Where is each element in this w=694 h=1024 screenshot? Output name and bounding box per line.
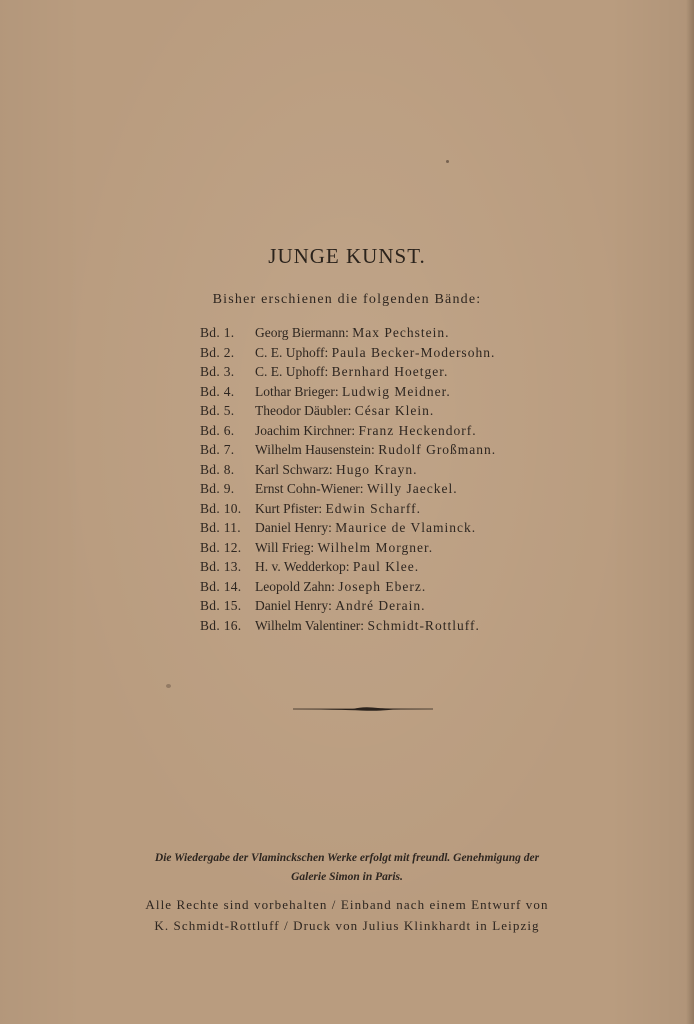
volume-number: Bd. 15. <box>200 598 242 613</box>
volume-author: Lothar Brieger: <box>255 383 339 399</box>
volume-subject: Paula Becker-Modersohn. <box>331 344 496 360</box>
volume-subject: Rudolf Großmann. <box>378 442 497 457</box>
volume-number: Bd. 13. <box>200 559 242 574</box>
volume-number: Bd. 7. <box>200 442 235 457</box>
volume-entry <box>200 479 560 499</box>
volume-number: Bd. 12. <box>200 539 242 555</box>
reproduction-notice <box>0 849 694 887</box>
volume-author: Karl Schwarz: <box>255 461 333 477</box>
volume-number: Bd. 9. <box>200 481 235 496</box>
series-subtitle: Bisher erschienen die folgenden Bände: <box>212 292 482 307</box>
volume-number: Bd. 5. <box>200 403 235 418</box>
volume-subject: Wilhelm Morgner. <box>317 539 434 555</box>
volume-subject: Ludwig Meidner. <box>341 383 451 399</box>
volume-list <box>200 323 560 635</box>
volume-entry <box>200 596 560 616</box>
volume-subject: Schmidt-Rottluff. <box>367 617 480 633</box>
volume-entry <box>200 323 560 343</box>
volume-entry <box>200 518 560 538</box>
volume-entry <box>200 557 560 577</box>
volume-entry <box>200 616 560 636</box>
volume-entry <box>200 343 560 363</box>
volume-subject: André Derain. <box>335 598 426 613</box>
volume-author: Wilhelm Valentiner: <box>255 617 365 633</box>
volume-entry <box>200 382 560 402</box>
paper-speck <box>166 684 171 688</box>
volume-number: Bd. 10. <box>200 500 242 516</box>
reproduction-notice-line: Die Wiedergabe der Vlaminckschen Werke erfolgt mit freundl. Genehmigung der <box>154 852 540 864</box>
volume-entry <box>200 499 560 519</box>
volume-number: Bd. 14. <box>200 578 242 594</box>
volume-number: Bd. 2. <box>200 344 235 360</box>
volume-number: Bd. 8. <box>200 461 235 477</box>
volume-author: Kurt Pfister: <box>255 500 323 516</box>
volume-entry <box>200 460 560 480</box>
volume-subject: Edwin Scharff. <box>325 500 421 516</box>
volume-subject: Maurice de Vlaminck. <box>335 520 477 535</box>
rights-notice-line: K. Schmidt-Rottluff / Druck von Julius Klinkhardt in Leipzig <box>154 918 540 933</box>
volume-author: Theodor Däubler: <box>255 403 352 418</box>
rights-notice <box>0 894 694 936</box>
paper-speck <box>446 160 449 163</box>
volume-number: Bd. 11. <box>200 520 241 535</box>
volume-author: C. E. Uphoff: <box>255 364 329 379</box>
volume-subject: Willy Jaeckel. <box>366 481 458 496</box>
volume-number: Bd. 3. <box>200 364 235 379</box>
volume-author: Will Frieg: <box>255 539 315 555</box>
volume-number: Bd. 6. <box>200 422 235 438</box>
volume-subject: Max Pechstein. <box>352 325 450 340</box>
volume-subject: Paul Klee. <box>352 559 420 574</box>
volume-author: Joachim Kirchner: <box>255 422 356 438</box>
volume-number: Bd. 16. <box>200 617 242 633</box>
volume-number: Bd. 1. <box>200 325 235 340</box>
volume-entry <box>200 421 560 441</box>
series-title: JUNGE KUNST. <box>268 244 426 268</box>
volume-author: Daniel Henry: <box>255 520 332 535</box>
rule-ornament-icon <box>293 703 433 715</box>
reproduction-notice-line: Galerie Simon in Paris. <box>291 871 403 883</box>
volume-author: Wilhelm Hausenstein: <box>255 442 375 457</box>
volume-entry <box>200 577 560 597</box>
rights-notice-line: Alle Rechte sind vorbehalten / Einband nach einem Entwurf von <box>145 897 549 912</box>
volume-author: C. E. Uphoff: <box>255 344 329 360</box>
volume-author: Leopold Zahn: <box>255 578 335 594</box>
volume-author: Daniel Henry: <box>255 598 332 613</box>
volume-entry <box>200 401 560 421</box>
volume-number: Bd. 4. <box>200 383 235 399</box>
volume-entry <box>200 538 560 558</box>
volume-subject: Joseph Eberz. <box>338 578 427 594</box>
volume-entry <box>200 362 560 382</box>
volume-author: H. v. Wedderkop: <box>255 559 350 574</box>
volume-subject: Franz Heckendorf. <box>358 422 477 438</box>
volume-subject: César Klein. <box>354 403 435 418</box>
volume-author: Ernst Cohn-Wiener: <box>255 481 364 496</box>
volume-subject: Hugo Krayn. <box>335 461 418 477</box>
volume-subject: Bernhard Hoetger. <box>331 364 449 379</box>
volume-entry <box>200 440 560 460</box>
volume-author: Georg Biermann: <box>255 325 349 340</box>
